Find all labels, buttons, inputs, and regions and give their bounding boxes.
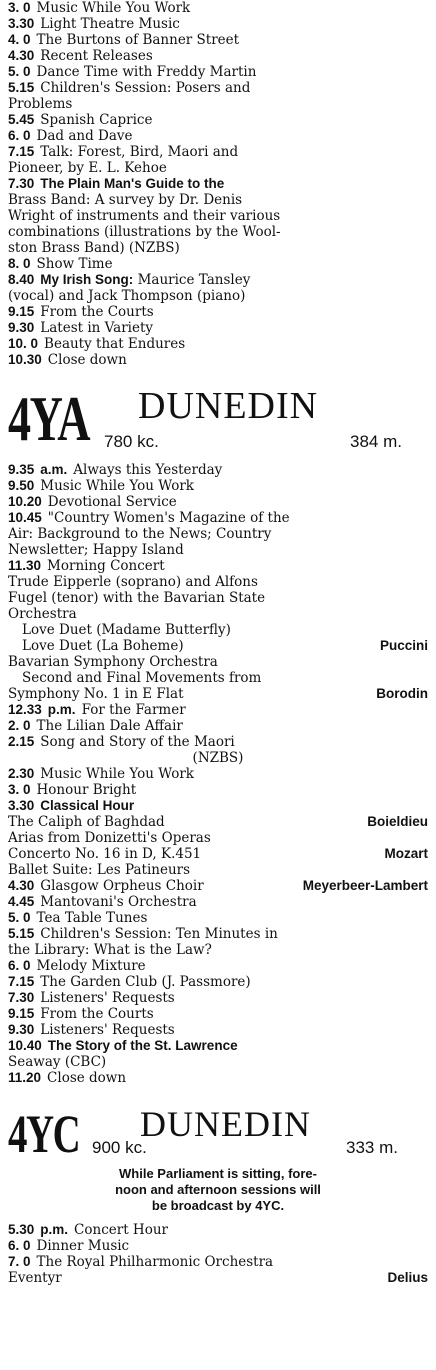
- programme-title: "Country Women's Magazine of the: [47, 510, 290, 526]
- programme-time: 5. 0: [8, 910, 31, 925]
- programme-entry: [8, 510, 428, 526]
- programme-title: Latest in Variety: [40, 320, 154, 336]
- programme-time: 10.30: [8, 352, 42, 367]
- programme-time: 9.15: [8, 1006, 35, 1021]
- programme-entry: [8, 798, 428, 814]
- programme-title: Close down: [47, 1070, 127, 1086]
- station-wavelength: 333 m.: [346, 1138, 398, 1157]
- programme-entry: [8, 1222, 428, 1238]
- programme-entry: [8, 1070, 428, 1086]
- programme-entry: [8, 638, 428, 654]
- programme-entry: [8, 176, 428, 192]
- programme-title: Listeners' Requests: [40, 1022, 175, 1038]
- programme-title: Beauty that Endures: [44, 336, 186, 352]
- composer-name: Boieldieu: [367, 814, 428, 829]
- programme-continuation: Wright of instruments and their various: [8, 208, 281, 224]
- programme-entry: [8, 846, 428, 862]
- programme-title: Glasgow Orpheus Choir: [40, 878, 204, 894]
- programme-entry: [8, 478, 428, 494]
- programme-entry: [8, 336, 428, 352]
- programme-entry: [8, 256, 428, 272]
- programme-time: 3. 0: [8, 782, 31, 797]
- programme-entry: [8, 734, 428, 750]
- notice-line: noon and afternoon sessions will: [115, 1182, 321, 1197]
- programme-entry: [8, 462, 428, 478]
- programme-entry: [8, 1238, 428, 1254]
- programme-time: 10. 0: [8, 336, 39, 351]
- station-frequency: 780 kc.: [104, 432, 159, 451]
- programme-title: Tea Table Tunes: [36, 910, 148, 926]
- programme-entry: [8, 80, 428, 96]
- programme-detail: Symphony No. 1 in E Flat: [8, 686, 184, 702]
- programme-time: 7.30: [8, 990, 35, 1005]
- programme-detail: The Caliph of Baghdad: [8, 814, 165, 830]
- programme-time: 2. 0: [8, 718, 31, 733]
- programme-title: Children's Session: Posers and: [40, 80, 251, 96]
- programme-time: 8.40: [8, 272, 35, 287]
- programme-title-bold: The Story of the St. Lawrence: [47, 1038, 238, 1053]
- programme-time: 9.50: [8, 478, 35, 493]
- programme-title: Dance Time with Freddy Martin: [36, 64, 257, 80]
- programme-title: Music While You Work: [40, 478, 194, 494]
- programme-time: 5.30: [8, 1222, 35, 1237]
- programme-entry: [8, 814, 428, 830]
- programme-list-previous-station: [8, 0, 428, 368]
- programme-title: The Lilian Dale Affair: [36, 718, 183, 734]
- programme-detail: Pioneer, by E. L. Kehoe: [8, 160, 167, 176]
- programme-continuation: [8, 96, 428, 112]
- programme-time: 5.15: [8, 926, 35, 941]
- programme-time: 12.33: [8, 702, 42, 717]
- programme-entry: [8, 782, 428, 798]
- programme-entry: [8, 1022, 428, 1038]
- programme-title: Show Time: [36, 256, 113, 272]
- programme-title: Dinner Music: [36, 1238, 130, 1254]
- programme-source: (NZBS): [192, 750, 244, 766]
- programme-time: 6. 0: [8, 128, 31, 143]
- programme-title-bold: The Plain Man's Guide to the: [40, 176, 225, 191]
- programme-title: Mantovani's Orchestra: [40, 894, 197, 910]
- programme-entry: [8, 718, 428, 734]
- programme-entry: [8, 320, 428, 336]
- programme-entry: [8, 1006, 428, 1022]
- programme-title: Morning Concert: [47, 558, 165, 574]
- programme-time: 2.15: [8, 734, 35, 749]
- programme-title: Song and Story of the Maori: [40, 734, 235, 750]
- programme-entry: [8, 64, 428, 80]
- programme-time: 3.30: [8, 16, 35, 31]
- programme-detail: Love Duet (La Boheme): [22, 638, 184, 654]
- programme-title: Spanish Caprice: [40, 112, 153, 128]
- programme-detail: Trude Eipperle (soprano) and Alfons: [8, 574, 258, 590]
- programme-title: The Garden Club (J. Passmore): [40, 974, 251, 990]
- programme-detail: (CBC): [60, 1054, 107, 1070]
- programme-title-bold: My Irish Song:: [40, 272, 134, 287]
- notice-line: While Parliament is sitting, fore-: [119, 1166, 317, 1181]
- programme-title: Devotional Service: [47, 494, 177, 510]
- programme-title: From the Courts: [40, 304, 154, 320]
- programme-time: 8. 0: [8, 256, 31, 271]
- composer-name: Mozart: [384, 846, 428, 861]
- programme-time: 9.30: [8, 1022, 35, 1037]
- programme-entry: [8, 670, 428, 686]
- composer-name: Puccini: [379, 638, 428, 653]
- am-pm-marker: p.m.: [40, 1222, 69, 1237]
- programme-entry: [8, 128, 428, 144]
- programme-title: Honour Bright: [36, 782, 137, 798]
- programme-entry: [8, 1038, 428, 1054]
- programme-list-4ya: [8, 462, 428, 1086]
- station-city: DUNEDIN: [140, 1104, 311, 1144]
- programme-time: 4.45: [8, 894, 35, 909]
- programme-continuation: [8, 192, 428, 208]
- programme-entry: [8, 702, 428, 718]
- programme-detail: Orchestra: [8, 606, 77, 622]
- programme-time: 4. 0: [8, 32, 31, 47]
- programme-entry: [8, 0, 428, 16]
- station-wavelength: 384 m.: [350, 432, 402, 451]
- programme-title: Listeners' Requests: [40, 990, 175, 1006]
- programme-entry: [8, 558, 428, 574]
- programme-title: The Burtons of Banner Street: [36, 32, 240, 48]
- programme-title: Concert Hour: [74, 1222, 168, 1238]
- programme-detail: Problems: [8, 96, 73, 112]
- notice-line: be broadcast by 4YC.: [151, 1198, 285, 1213]
- programme-continuation: Newsletter; Happy Island: [8, 542, 184, 558]
- programme-continuation: [8, 1054, 428, 1070]
- programme-entry: [8, 766, 428, 782]
- programme-continuation: [8, 288, 428, 304]
- programme-entry: [8, 910, 428, 926]
- parliament-notice: [28, 1166, 408, 1214]
- programme-entry: [8, 494, 428, 510]
- programme-entry: [8, 654, 428, 670]
- composer-name: Borodin: [376, 686, 428, 701]
- programme-detail: Eventyr: [8, 1270, 62, 1286]
- programme-time: 10.20: [8, 494, 42, 509]
- programme-entry: [8, 590, 428, 606]
- programme-time: 9.35: [8, 462, 35, 477]
- programme-detail: Love Duet (Madame Butterfly): [22, 622, 231, 638]
- programme-entry: [8, 304, 428, 320]
- station-frequency: 900 kc.: [92, 1138, 147, 1157]
- programme-title: Dad and Dave: [36, 128, 133, 144]
- programme-entry: [8, 862, 428, 878]
- programme-title: Light Theatre Music: [40, 16, 180, 32]
- programme-entry: [8, 32, 428, 48]
- programme-time: 7.15: [8, 144, 35, 159]
- programme-title: Music While You Work: [36, 0, 191, 16]
- programme-detail: (vocal) and Jack Thompson (piano): [8, 288, 246, 304]
- programme-time: 7.15: [8, 974, 35, 989]
- station-call-sign: 4YA: [8, 383, 90, 454]
- programme-time: 5. 0: [8, 64, 31, 79]
- am-pm-marker: a.m.: [40, 462, 68, 477]
- programme-entry: [8, 622, 428, 638]
- programme-detail: Arias from Donizetti's Operas: [8, 830, 211, 846]
- programme-time: 7. 0: [8, 1254, 31, 1269]
- programme-title: The Royal Philharmonic Orchestra: [36, 1254, 274, 1270]
- programme-entry: [8, 144, 428, 160]
- programme-time: 10.40: [8, 1038, 42, 1053]
- station-header-4ya: [8, 384, 428, 456]
- programme-list-4yc: [8, 1222, 428, 1286]
- programme-entry: [8, 686, 428, 702]
- programme-entry: [8, 894, 428, 910]
- programme-title: Recent Releases: [40, 48, 153, 64]
- programme-entry: [8, 574, 428, 590]
- programme-entry: [8, 990, 428, 1006]
- programme-title-bold: Classical Hour: [40, 798, 135, 813]
- programme-detail: Bavarian Symphony Orchestra: [8, 654, 218, 670]
- programme-continuation: combinations (illustrations by the Wool-: [8, 224, 281, 240]
- programme-entry: [8, 1254, 428, 1270]
- programme-time: 5.15: [8, 80, 35, 95]
- programme-title: Melody Mixture: [36, 958, 146, 974]
- programme-time: 10.45: [8, 510, 42, 525]
- programme-detail: A survey by Dr. Denis: [90, 192, 243, 208]
- programme-continuation: [8, 942, 428, 958]
- programme-entry: [8, 112, 428, 128]
- programme-title: Close down: [47, 352, 127, 368]
- programme-time: 11.30: [8, 558, 42, 573]
- programme-title: Talk: Forest, Bird, Maori and: [40, 144, 239, 160]
- programme-title-bold: Brass Band:: [8, 192, 91, 208]
- programme-title: Always this Yesterday: [73, 462, 223, 478]
- composer-name: Meyerbeer-Lambert: [302, 878, 428, 893]
- programme-title: For the Farmer: [81, 702, 186, 718]
- programme-detail: Second and Final Movements from: [22, 670, 262, 686]
- programme-title: Music While You Work: [40, 766, 194, 782]
- programme-entry: [8, 958, 428, 974]
- programme-entry: [8, 926, 428, 942]
- station-city: DUNEDIN: [138, 385, 319, 427]
- programme-entry: [8, 272, 428, 288]
- programme-entry: [8, 16, 428, 32]
- station-header-4yc: [8, 1104, 428, 1164]
- programme-time: 3.30: [8, 798, 35, 813]
- programme-time: 5.45: [8, 112, 35, 127]
- programme-continuation: [8, 160, 428, 176]
- programme-time: 9.15: [8, 304, 35, 319]
- programme-time: 7.30: [8, 176, 35, 191]
- programme-entry: [8, 974, 428, 990]
- programme-detail: Ballet Suite: Les Patineurs: [8, 862, 191, 878]
- programme-detail: Fugel (tenor) with the Bavarian State: [8, 590, 266, 606]
- programme-entry: [8, 352, 428, 368]
- programme-entry: [8, 48, 428, 64]
- programme-time: 6. 0: [8, 958, 31, 973]
- programme-time: 2.30: [8, 766, 35, 781]
- programme-entry: [8, 606, 428, 622]
- programme-time: 4.30: [8, 878, 35, 893]
- programme-detail: Air: Background to the News; Country: [8, 526, 272, 542]
- programme-continuation: ston Brass Band) (NZBS): [8, 240, 180, 256]
- programme-title-bold: Seaway: [8, 1054, 61, 1070]
- programme-entry: [8, 830, 428, 846]
- programme-title: From the Courts: [40, 1006, 154, 1022]
- composer-name: Delius: [387, 1270, 428, 1285]
- programme-time: 9.30: [8, 320, 35, 335]
- am-pm-marker: p.m.: [47, 702, 76, 717]
- programme-continuation: [8, 526, 428, 542]
- programme-time: 3. 0: [8, 0, 31, 15]
- programme-time: 11.20: [8, 1070, 42, 1085]
- programme-time: 4.30: [8, 48, 35, 63]
- programme-title: Children's Session: Ten Minutes in: [40, 926, 278, 942]
- programme-detail: Concerto No. 16 in D, K.451: [8, 846, 202, 862]
- programme-time: 6. 0: [8, 1238, 31, 1253]
- programme-title: Maurice Tansley: [133, 272, 251, 288]
- programme-entry: [8, 1270, 428, 1286]
- station-call-sign: 4YC: [8, 1104, 80, 1164]
- programme-detail: the Library: What is the Law?: [8, 942, 212, 958]
